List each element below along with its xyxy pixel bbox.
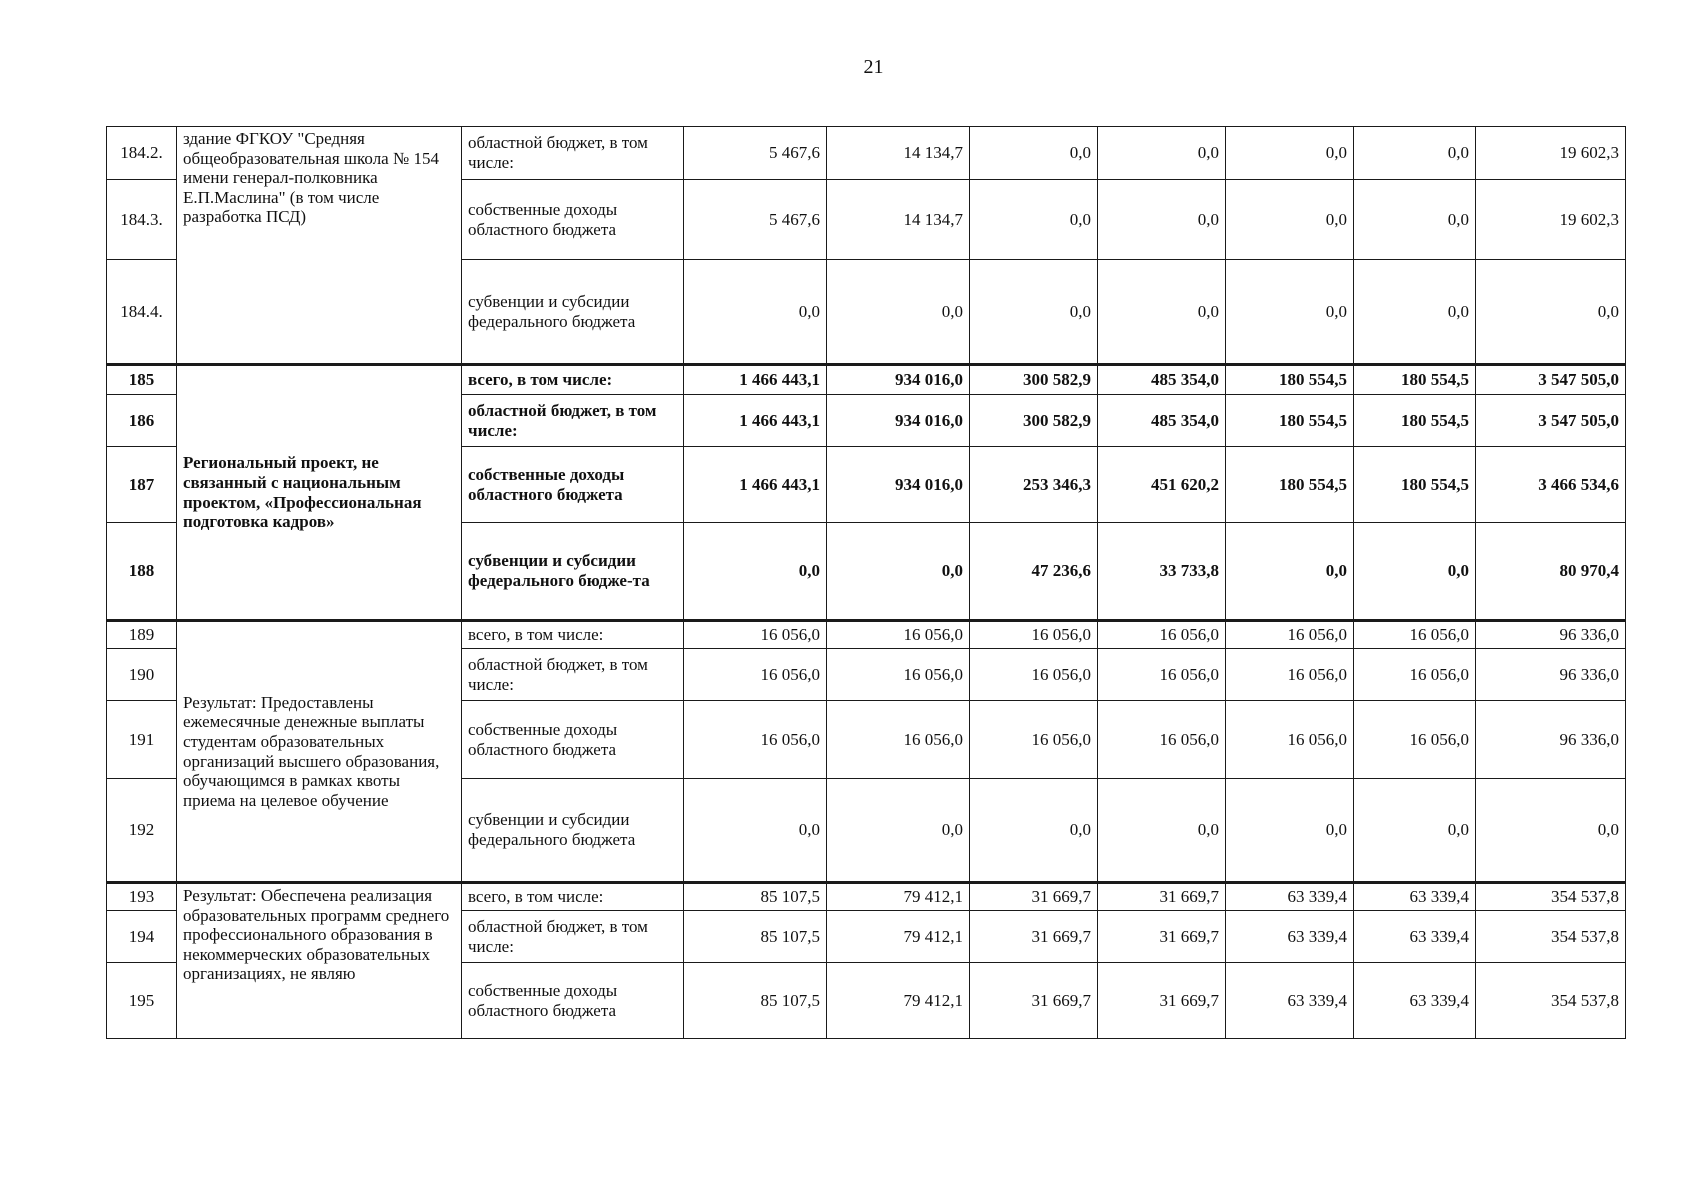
value-cell: 79 412,1 — [827, 911, 970, 963]
row-number: 184.4. — [107, 260, 177, 365]
value-cell: 180 554,5 — [1226, 395, 1354, 447]
row-number: 188 — [107, 523, 177, 621]
total-cell: 354 537,8 — [1476, 883, 1626, 911]
row-number: 185 — [107, 365, 177, 395]
funding-source: собственные доходы областного бюджета — [462, 180, 684, 260]
value-cell: 1 466 443,1 — [684, 395, 827, 447]
value-cell: 63 339,4 — [1354, 883, 1476, 911]
value-cell: 14 134,7 — [827, 180, 970, 260]
value-cell: 14 134,7 — [827, 127, 970, 180]
value-cell: 31 669,7 — [1098, 911, 1226, 963]
value-cell: 0,0 — [1098, 260, 1226, 365]
row-number: 190 — [107, 649, 177, 701]
funding-source: собственные доходы областного бюджета — [462, 963, 684, 1039]
value-cell: 485 354,0 — [1098, 395, 1226, 447]
table-row — [107, 883, 1626, 911]
group-name: Региональный проект, не связанный с национальным проектом, «Профессиональная подготовка кадров» — [177, 365, 462, 621]
page-number: 21 — [863, 56, 884, 78]
value-cell: 0,0 — [1226, 260, 1354, 365]
table-row — [107, 127, 1626, 180]
value-cell: 934 016,0 — [827, 365, 970, 395]
funding-source: собственные доходы областного бюджета — [462, 701, 684, 779]
value-cell: 0,0 — [1354, 523, 1476, 621]
funding-source: областной бюджет, в том числе: — [462, 395, 684, 447]
value-cell: 1 466 443,1 — [684, 447, 827, 523]
value-cell: 0,0 — [1226, 180, 1354, 260]
total-cell: 354 537,8 — [1476, 963, 1626, 1039]
value-cell: 0,0 — [970, 127, 1098, 180]
value-cell: 180 554,5 — [1226, 447, 1354, 523]
value-cell: 300 582,9 — [970, 365, 1098, 395]
value-cell: 31 669,7 — [1098, 963, 1226, 1039]
value-cell: 180 554,5 — [1354, 395, 1476, 447]
row-number: 189 — [107, 621, 177, 649]
value-cell: 63 339,4 — [1354, 963, 1476, 1039]
value-cell: 16 056,0 — [1354, 621, 1476, 649]
value-cell: 31 669,7 — [970, 883, 1098, 911]
value-cell: 33 733,8 — [1098, 523, 1226, 621]
value-cell: 0,0 — [1098, 779, 1226, 883]
value-cell: 0,0 — [1226, 523, 1354, 621]
total-cell: 354 537,8 — [1476, 911, 1626, 963]
total-cell: 3 547 505,0 — [1476, 395, 1626, 447]
row-number: 184.3. — [107, 180, 177, 260]
value-cell: 1 466 443,1 — [684, 365, 827, 395]
table-row — [107, 621, 1626, 649]
value-cell: 0,0 — [1226, 779, 1354, 883]
value-cell: 253 346,3 — [970, 447, 1098, 523]
value-cell: 16 056,0 — [684, 649, 827, 701]
value-cell: 16 056,0 — [827, 621, 970, 649]
funding-source: субвенции и субсидии федерального бюджета — [462, 779, 684, 883]
value-cell: 0,0 — [1226, 127, 1354, 180]
value-cell: 300 582,9 — [970, 395, 1098, 447]
row-number: 187 — [107, 447, 177, 523]
value-cell: 0,0 — [1354, 260, 1476, 365]
funding-source: всего, в том числе: — [462, 621, 684, 649]
total-cell: 0,0 — [1476, 260, 1626, 365]
value-cell: 0,0 — [827, 779, 970, 883]
total-cell: 3 547 505,0 — [1476, 365, 1626, 395]
value-cell: 0,0 — [1354, 180, 1476, 260]
value-cell: 451 620,2 — [1098, 447, 1226, 523]
value-cell: 16 056,0 — [827, 649, 970, 701]
value-cell: 16 056,0 — [970, 649, 1098, 701]
value-cell: 16 056,0 — [1226, 701, 1354, 779]
value-cell: 16 056,0 — [1354, 649, 1476, 701]
value-cell: 16 056,0 — [684, 701, 827, 779]
total-cell: 80 970,4 — [1476, 523, 1626, 621]
row-number: 186 — [107, 395, 177, 447]
value-cell: 0,0 — [970, 260, 1098, 365]
value-cell: 16 056,0 — [970, 701, 1098, 779]
value-cell: 0,0 — [827, 523, 970, 621]
row-number: 192 — [107, 779, 177, 883]
value-cell: 16 056,0 — [684, 621, 827, 649]
value-cell: 16 056,0 — [1354, 701, 1476, 779]
group-name: Результат: Предоставлены ежемесячные денежные выплаты студентам образовательных организаций высшего образования, обучающимся в рамках квоты приема на целевое обучение — [177, 621, 462, 883]
value-cell: 485 354,0 — [1098, 365, 1226, 395]
value-cell: 31 669,7 — [970, 911, 1098, 963]
value-cell: 79 412,1 — [827, 883, 970, 911]
value-cell: 0,0 — [827, 260, 970, 365]
funding-source: субвенции и субсидии федерального бюджета — [462, 260, 684, 365]
value-cell: 63 339,4 — [1226, 883, 1354, 911]
funding-source: всего, в том числе: — [462, 883, 684, 911]
funding-source: собственные доходы областного бюджета — [462, 447, 684, 523]
total-cell: 19 602,3 — [1476, 127, 1626, 180]
funding-source: областной бюджет, в том числе: — [462, 649, 684, 701]
funding-source: субвенции и субсидии федерального бюдже-та — [462, 523, 684, 621]
value-cell: 31 669,7 — [970, 963, 1098, 1039]
total-cell: 96 336,0 — [1476, 649, 1626, 701]
total-cell: 96 336,0 — [1476, 621, 1626, 649]
table-row — [107, 365, 1626, 395]
funding-source: областной бюджет, в том числе: — [462, 911, 684, 963]
value-cell: 63 339,4 — [1226, 911, 1354, 963]
group-name: Результат: Обеспечена реализация образовательных программ среднего профессионального образования в некоммерческих образовательных организациях, не являю — [177, 883, 462, 1039]
value-cell: 16 056,0 — [1226, 649, 1354, 701]
row-number: 191 — [107, 701, 177, 779]
funding-source: всего, в том числе: — [462, 365, 684, 395]
value-cell: 0,0 — [1354, 127, 1476, 180]
value-cell: 180 554,5 — [1226, 365, 1354, 395]
row-number: 193 — [107, 883, 177, 911]
value-cell: 85 107,5 — [684, 883, 827, 911]
value-cell: 85 107,5 — [684, 963, 827, 1039]
value-cell: 16 056,0 — [1098, 621, 1226, 649]
value-cell: 31 669,7 — [1098, 883, 1226, 911]
value-cell: 63 339,4 — [1226, 963, 1354, 1039]
value-cell: 0,0 — [1354, 779, 1476, 883]
row-number: 195 — [107, 963, 177, 1039]
value-cell: 0,0 — [1098, 180, 1226, 260]
budget-table — [106, 126, 1626, 1039]
row-number: 194 — [107, 911, 177, 963]
total-cell: 3 466 534,6 — [1476, 447, 1626, 523]
value-cell: 0,0 — [684, 260, 827, 365]
funding-source: областной бюджет, в том числе: — [462, 127, 684, 180]
value-cell: 934 016,0 — [827, 447, 970, 523]
value-cell: 16 056,0 — [1098, 649, 1226, 701]
group-name: здание ФГКОУ "Средняя общеобразовательная школа № 154 имени генерал-полковника Е.П.Маслина" (в том числе разработка ПСД) — [177, 127, 462, 365]
value-cell: 79 412,1 — [827, 963, 970, 1039]
total-cell: 0,0 — [1476, 779, 1626, 883]
value-cell: 63 339,4 — [1354, 911, 1476, 963]
value-cell: 5 467,6 — [684, 180, 827, 260]
value-cell: 0,0 — [1098, 127, 1226, 180]
value-cell: 16 056,0 — [1098, 701, 1226, 779]
value-cell: 180 554,5 — [1354, 365, 1476, 395]
value-cell: 0,0 — [684, 779, 827, 883]
total-cell: 19 602,3 — [1476, 180, 1626, 260]
value-cell: 16 056,0 — [970, 621, 1098, 649]
value-cell: 47 236,6 — [970, 523, 1098, 621]
value-cell: 85 107,5 — [684, 911, 827, 963]
value-cell: 0,0 — [970, 779, 1098, 883]
value-cell: 16 056,0 — [827, 701, 970, 779]
value-cell: 5 467,6 — [684, 127, 827, 180]
value-cell: 16 056,0 — [1226, 621, 1354, 649]
row-number: 184.2. — [107, 127, 177, 180]
value-cell: 0,0 — [970, 180, 1098, 260]
value-cell: 0,0 — [684, 523, 827, 621]
total-cell: 96 336,0 — [1476, 701, 1626, 779]
value-cell: 180 554,5 — [1354, 447, 1476, 523]
value-cell: 934 016,0 — [827, 395, 970, 447]
